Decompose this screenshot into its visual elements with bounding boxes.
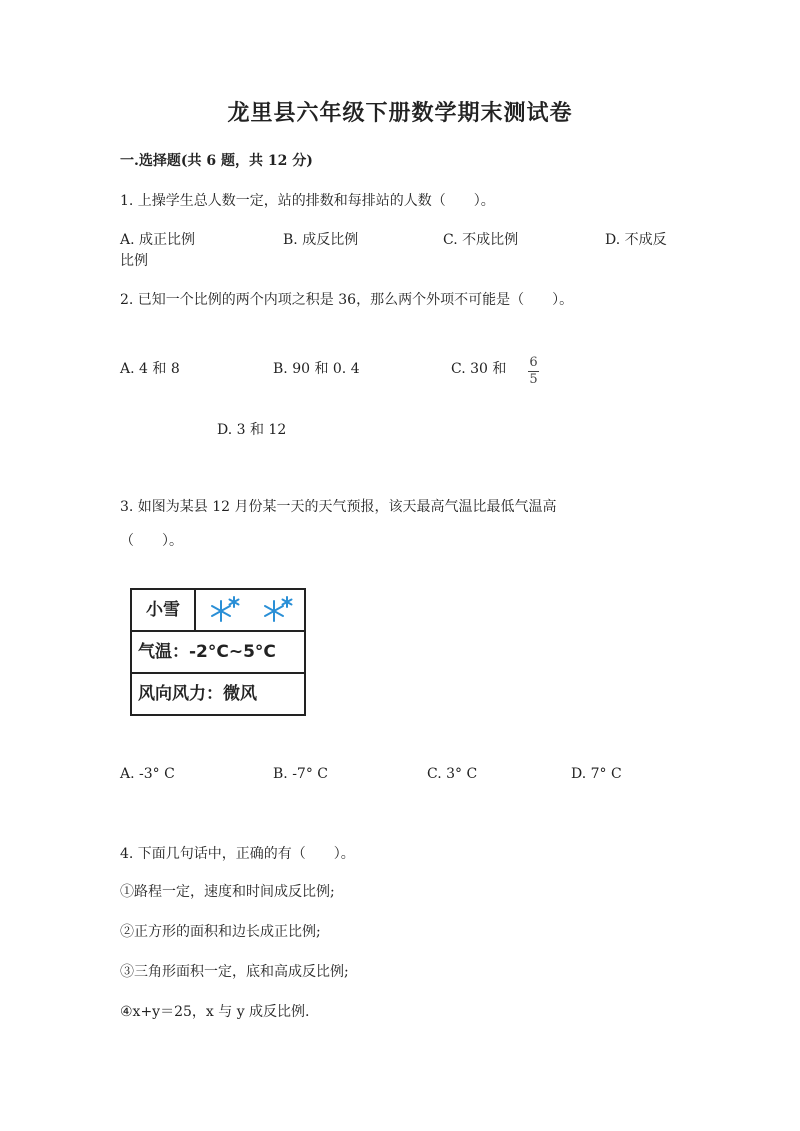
- weather-icons: [198, 590, 304, 630]
- q4-statement-2: ②正方形的面积和边长成正比例;: [120, 924, 321, 940]
- q1-option-b: B. 成反比例: [283, 232, 359, 248]
- question-3-stem-line2: （ ）。: [120, 533, 183, 549]
- page-title: 龙里县六年级下册数学期末测试卷: [227, 100, 573, 126]
- q2-option-a: A. 4 和 8: [120, 361, 180, 377]
- weather-row-temperature: [132, 632, 304, 674]
- fraction-numerator: 6: [529, 355, 538, 370]
- q2-option-c: C. 30 和: [451, 361, 507, 377]
- q3-option-a: A. -3° C: [120, 766, 175, 782]
- q2-option-d: D. 3 和 12: [217, 422, 287, 438]
- question-1-stem: 1. 上操学生总人数一定，站的排数和每排站的人数（ ）。: [120, 193, 495, 209]
- q4-statement-3: ③三角形面积一定，底和高成反比例;: [120, 964, 349, 980]
- q1-option-d-wrap: 比例: [120, 253, 148, 269]
- q1-option-c: C. 不成比例: [443, 232, 519, 248]
- weather-temperature: 气温：-2°C~5°C: [138, 642, 276, 662]
- weather-row-wind: [132, 674, 304, 714]
- q3-option-d: D. 7° C: [571, 766, 622, 782]
- q2-option-c-fraction: [528, 351, 539, 387]
- snowflake-icon: [208, 595, 242, 625]
- q4-statement-4: ④x+y＝25，x 与 y 成反比例.: [120, 1004, 310, 1020]
- question-2-stem: 2. 已知一个比例的两个内项之积是 36，那么两个外项不可能是（ ）。: [120, 292, 574, 308]
- section-heading: 一.选择题(共 6 题，共 12 分): [120, 153, 313, 169]
- q1-option-d: D. 不成反: [605, 232, 667, 248]
- question-4-stem: 4. 下面几句话中，正确的有（ ）。: [120, 846, 355, 862]
- weather-forecast-box: [130, 588, 306, 716]
- q1-option-a: A. 成正比例: [120, 232, 196, 248]
- weather-condition-label: 小雪: [132, 590, 196, 630]
- q2-option-b: B. 90 和 0. 4: [273, 361, 360, 377]
- q4-statement-1: ①路程一定，速度和时间成反比例;: [120, 884, 335, 900]
- weather-wind: 风向风力：微风: [138, 684, 257, 704]
- weather-row-condition: [132, 590, 304, 632]
- q3-option-c: C. 3° C: [427, 766, 478, 782]
- q3-option-b: B. -7° C: [273, 766, 328, 782]
- question-3-stem: 3. 如图为某县 12 月份某一天的天气预报，该天最高气温比最低气温高: [120, 499, 557, 515]
- snowflake-icon: [261, 595, 295, 625]
- fraction-denominator: 5: [529, 372, 538, 387]
